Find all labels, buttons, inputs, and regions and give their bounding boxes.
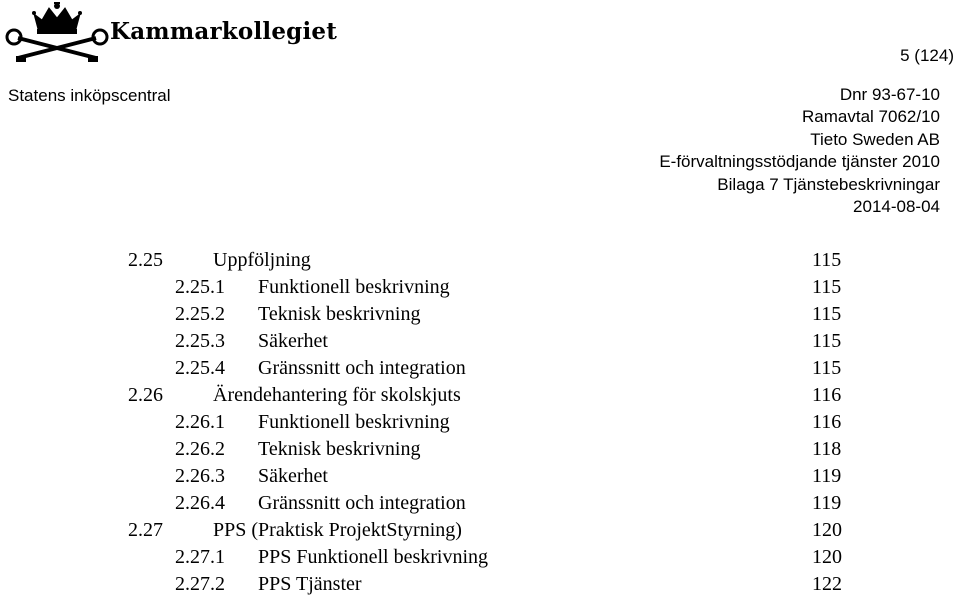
toc-entry[interactable]	[0, 382, 960, 409]
organization-name: Statens inköpscentral	[8, 86, 171, 105]
toc-number: 2.26.3	[175, 465, 225, 487]
toc-number: 2.26.4	[175, 492, 225, 514]
toc-entry[interactable]	[0, 301, 960, 328]
toc-page: 119	[812, 465, 842, 487]
toc-entry[interactable]	[0, 409, 960, 436]
page-number: 5 (124)	[900, 46, 954, 65]
toc-title: Gränssnitt och integration	[258, 357, 466, 379]
reference-line: Ramavtal 7062/10	[802, 107, 940, 127]
table-of-contents	[0, 247, 960, 598]
toc-number: 2.25	[128, 249, 163, 271]
toc-title: Funktionell beskrivning	[258, 411, 450, 433]
toc-number: 2.26	[128, 384, 163, 406]
toc-page: 120	[812, 546, 842, 568]
toc-page: 115	[812, 249, 842, 271]
reference-line: E-förvaltningsstödjande tjänster 2010	[659, 152, 940, 172]
toc-entry[interactable]	[0, 274, 960, 301]
toc-title: Gränssnitt och integration	[258, 492, 466, 514]
toc-number: 2.27.1	[175, 546, 225, 568]
logo-wordmark: Kammarkollegiet	[110, 18, 338, 45]
toc-number: 2.27.2	[175, 573, 225, 595]
toc-number: 2.25.3	[175, 330, 225, 352]
toc-page: 122	[812, 573, 842, 595]
toc-page: 116	[812, 384, 842, 406]
toc-entry[interactable]	[0, 544, 960, 571]
toc-title: PPS (Praktisk ProjektStyrning)	[213, 519, 462, 541]
toc-page: 118	[812, 438, 842, 460]
toc-page: 116	[812, 411, 842, 433]
toc-entry[interactable]	[0, 247, 960, 274]
toc-page: 119	[812, 492, 842, 514]
toc-number: 2.26.2	[175, 438, 225, 460]
toc-title: Teknisk beskrivning	[258, 303, 421, 325]
toc-entry[interactable]	[0, 517, 960, 544]
toc-number: 2.25.2	[175, 303, 225, 325]
reference-line: Dnr 93-67-10	[839, 85, 940, 104]
toc-entry[interactable]	[0, 355, 960, 382]
toc-page: 115	[812, 303, 842, 325]
toc-title: Funktionell beskrivning	[258, 276, 450, 298]
toc-title: PPS Tjänster	[258, 573, 362, 595]
toc-page: 115	[812, 276, 842, 298]
reference-line: Bilaga 7 Tjänstebeskrivningar	[717, 174, 940, 194]
toc-number: 2.26.1	[175, 411, 225, 433]
toc-entry[interactable]	[0, 328, 960, 355]
reference-line: 2014-08-04	[853, 197, 940, 217]
toc-entry[interactable]	[0, 436, 960, 463]
document-reference-block	[659, 84, 940, 218]
toc-entry[interactable]	[0, 463, 960, 490]
toc-entry[interactable]	[0, 490, 960, 517]
toc-number: 2.27	[128, 519, 163, 541]
toc-page: 120	[812, 519, 842, 541]
toc-entry[interactable]	[0, 571, 960, 598]
crown-keys-logo-icon	[4, 2, 110, 64]
reference-line: Tieto Sweden AB	[810, 129, 940, 149]
toc-title: Teknisk beskrivning	[258, 438, 421, 460]
toc-number: 2.25.4	[175, 357, 225, 379]
toc-title: Uppföljning	[213, 249, 311, 271]
toc-number: 2.25.1	[175, 276, 225, 298]
toc-title: Ärendehantering för skolskjuts	[213, 384, 461, 406]
toc-page: 115	[812, 357, 842, 379]
toc-page: 115	[812, 330, 842, 352]
toc-title: Säkerhet	[258, 330, 328, 352]
toc-title: PPS Funktionell beskrivning	[258, 546, 489, 568]
toc-title: Säkerhet	[258, 465, 328, 487]
